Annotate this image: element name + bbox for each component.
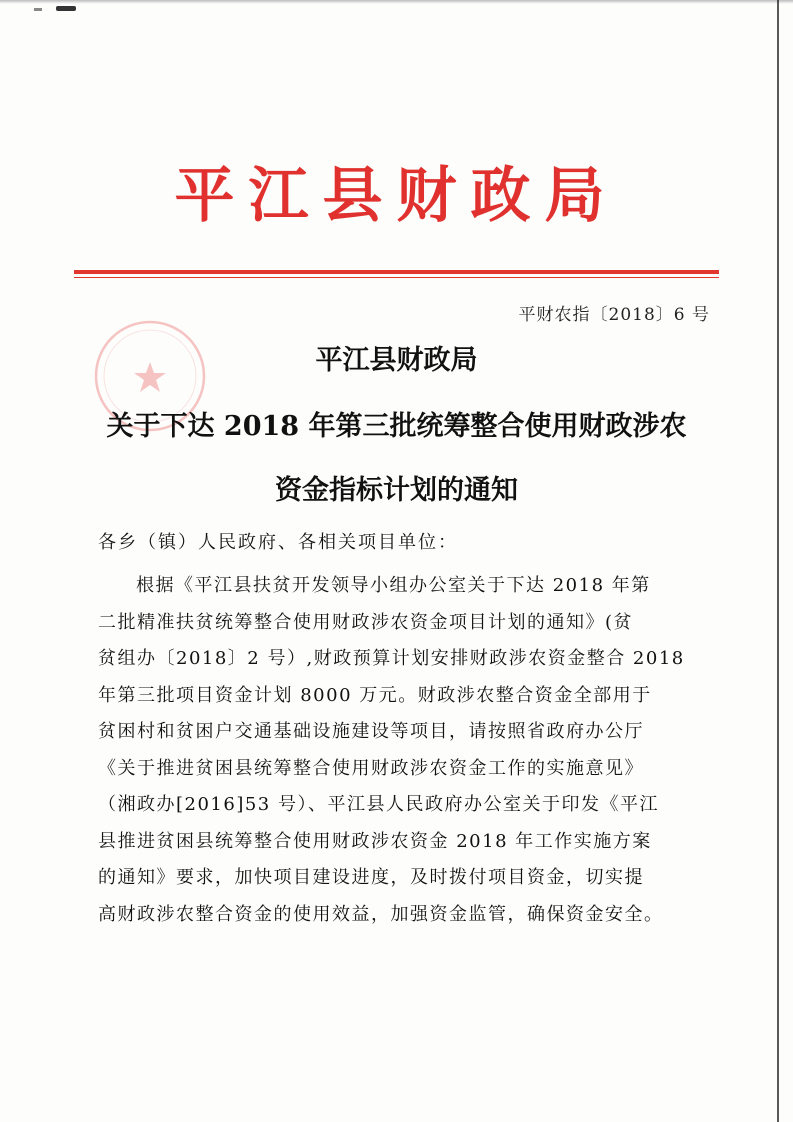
notice-title-line-2: 关于下达 2018 年第三批统筹整合使用财政涉农 [106, 411, 687, 442]
body-line: 的通知》要求，加快项目建设进度，及时拨付项目资金，切实提 [98, 867, 644, 888]
scan-artifact [56, 6, 76, 11]
body-line: 根据《平江县扶贫开发领导小组办公室关于下达 2018 年第 [136, 575, 651, 596]
body-line: （湘政办[2016]53 号）、平江县人民政府办公室关于印发《平江 [98, 794, 659, 815]
body-paragraph [98, 568, 688, 933]
scan-edge-top [0, 0, 793, 4]
body-line: 县推进贫困县统筹整合使用财政涉农资金 2018 年工作实施方案 [98, 830, 652, 852]
scan-artifact [34, 8, 42, 11]
notice-title-line-3: 资金指标计划的通知 [275, 475, 518, 506]
letterhead-divider-thin [74, 277, 719, 278]
letterhead-org-name: 平江县财政局 [174, 161, 619, 231]
salutation: 各乡（镇）人民政府、各相关项目单位： [98, 532, 458, 553]
body-line: 贫困村和贫困户交通基础设施建设等项目，请按照省政府办公厅 [98, 721, 644, 742]
notice-title-line-1: 平江县财政局 [315, 345, 478, 376]
body-line: 贫组办〔2018〕2 号）,财政预算计划安排财政涉农资金整合 2018 [98, 648, 685, 669]
body-line: 《关于推进贫困县统筹整合使用财政涉农资金工作的实施意见》 [98, 757, 644, 779]
body-line: 高财政涉农整合资金的使用效益，加强资金监管，确保资金安全。 [98, 903, 664, 925]
letterhead-divider [74, 270, 719, 274]
document-number: 平财农指〔2018〕6 号 [518, 305, 710, 325]
body-line: 年第三批项目资金计划 8000 万元。财政涉农整合资金全部用于 [98, 684, 652, 706]
body-line: 二批精准扶贫统筹整合使用财政涉农资金项目计划的通知》(贫 [98, 611, 634, 633]
